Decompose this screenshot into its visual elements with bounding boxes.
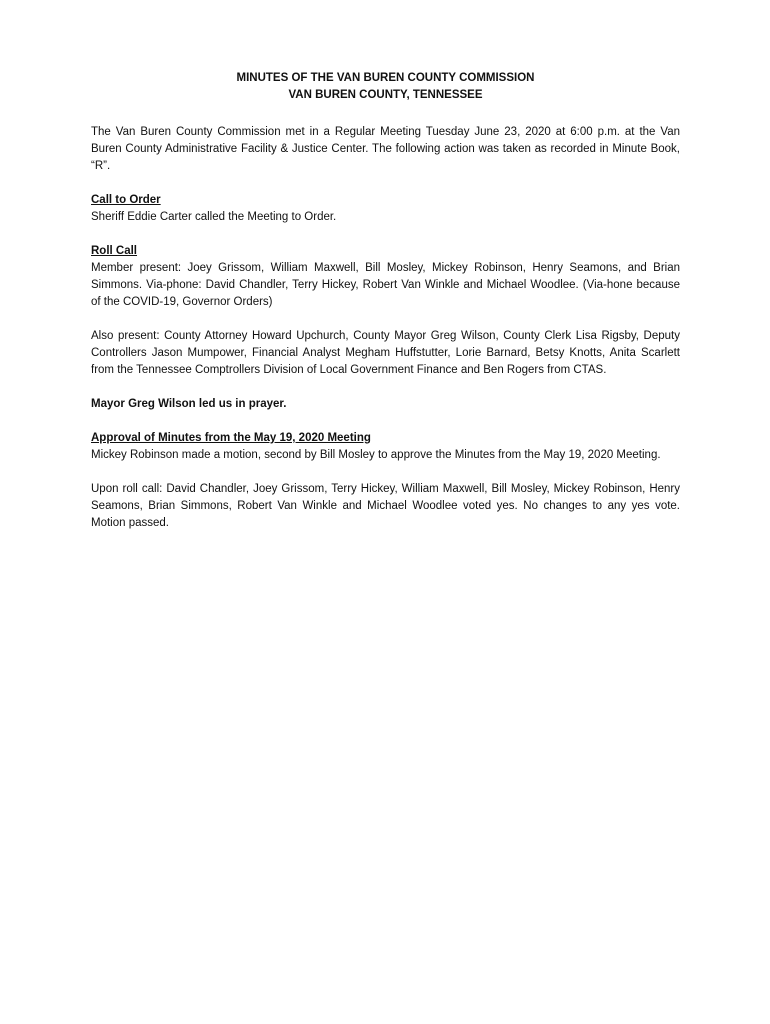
- prayer-text: Mayor Greg Wilson led us in prayer.: [91, 398, 287, 410]
- document-title: MINUTES OF THE VAN BUREN COUNTY COMMISSION: [236, 72, 535, 84]
- call-to-order-text: Sheriff Eddie Carter called the Meeting to Order.: [91, 211, 337, 223]
- roll-call-vote-section: [91, 481, 680, 532]
- approval-text: Mickey Robinson made a motion, second by Bill Mosley to approve the Minutes from the May 19, 2020 Meeting.: [91, 449, 661, 461]
- roll-call-heading: Roll Call: [91, 245, 138, 257]
- prayer-section: [91, 396, 680, 413]
- document-page: [91, 70, 680, 549]
- document-subtitle: VAN BUREN COUNTY, TENNESSEE: [288, 89, 483, 101]
- call-to-order-heading: Call to Order: [91, 194, 161, 206]
- roll-call-section: [91, 243, 680, 311]
- roll-call-text: Member present: Joey Grissom, William Maxwell, Bill Mosley, Mickey Robinson, Henry Seamons, and Brian Simmons. Via-phone: David Chandler, Terry Hickey, Robert Van Winkle and Michael Woodlee. (Via-hone because of the COVID-19, Governor Orders): [91, 262, 680, 308]
- approval-heading: Approval of Minutes from the May 19, 2020 Meeting: [91, 432, 371, 444]
- also-present-text: Also present: County Attorney Howard Upchurch, County Mayor Greg Wilson, County Clerk Lisa Rigsby, Deputy Controllers Jason Mumpower, Financial Analyst Megham Huffstutter, Lorie Barnard, Betsy Knotts, Anita Scarlett from the Tennessee Comptrollers Division of Local Government Finance and Ben Rogers from CTAS.: [91, 330, 680, 376]
- intro-paragraph: The Van Buren County Commission met in a Regular Meeting Tuesday June 23, 2020 at 6:00 p.m. at the Van Buren County Administrative Facility & Justice Center. The following action was taken as recorded in Minute Book, “R”.: [91, 126, 680, 172]
- roll-call-vote-text: Upon roll call: David Chandler, Joey Grissom, Terry Hickey, William Maxwell, Bill Mosley, Mickey Robinson, Henry Seamons, Brian Simmons, Robert Van Winkle and Michael Woodlee voted yes. No changes to any yes vote. Motion passed.: [91, 483, 680, 529]
- also-present-section: [91, 328, 680, 379]
- approval-section: [91, 430, 680, 464]
- intro-section: [91, 124, 680, 175]
- document-title-block: [91, 70, 680, 104]
- call-to-order-section: [91, 192, 680, 226]
